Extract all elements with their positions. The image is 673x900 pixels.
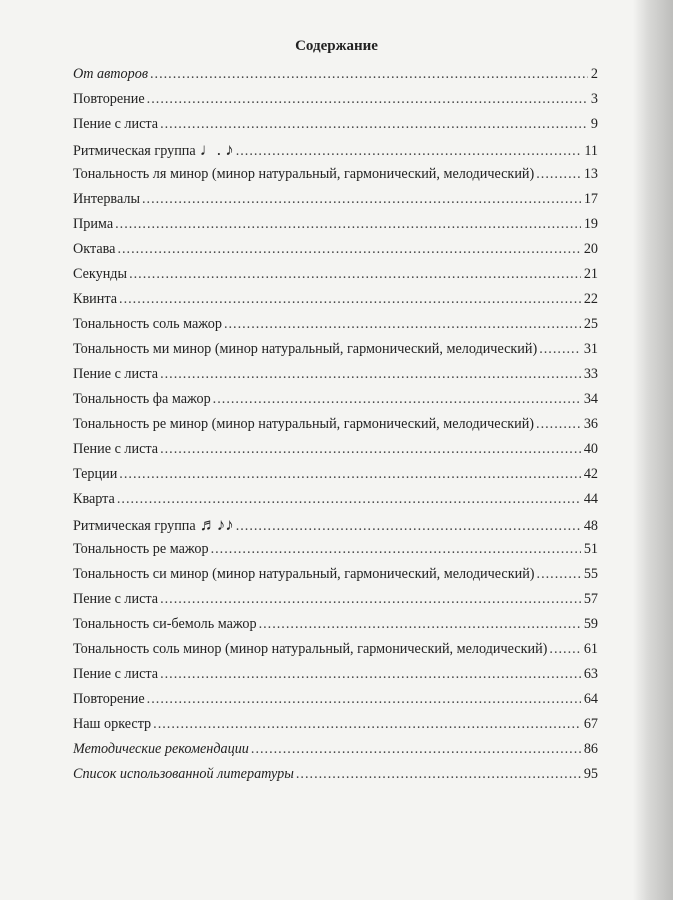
toc-entry-page: 21 (583, 266, 598, 282)
toc-entry-title: Ритмическая группа ♬♪♪ (73, 515, 234, 534)
toc-entry-title: Наш оркестр (73, 716, 152, 732)
toc-entry-title: Тональность си минор (минор натуральный, гармонический, мелодический) (73, 566, 535, 582)
toc-entry-title: Секунды (73, 266, 128, 282)
toc-entry (73, 112, 598, 137)
toc-entry (73, 737, 598, 762)
toc-entry-title: Ритмическая группа ♩. ♪ (73, 140, 234, 159)
dot-leader (129, 262, 581, 287)
dot-leader (211, 537, 581, 562)
toc-entry-page: 67 (583, 716, 598, 732)
toc-entry-page: 31 (583, 341, 598, 357)
toc-entry (73, 287, 598, 312)
toc-entry-page: 57 (583, 591, 598, 607)
toc-entry-title: Методические рекомендации (73, 741, 249, 757)
toc-entry (73, 262, 598, 287)
toc-entry-title: Прима (73, 216, 114, 232)
toc-entry-page: 13 (583, 166, 598, 182)
dot-leader (537, 562, 581, 587)
toc-entry-title: Квинта (73, 291, 118, 307)
toc-entry (73, 462, 598, 487)
toc-entry-page: 42 (583, 466, 598, 482)
toc-entry-page: 86 (583, 741, 598, 757)
dot-leader (536, 412, 581, 437)
toc-entry (73, 612, 598, 637)
dot-leader (536, 162, 581, 187)
toc-entry (73, 387, 598, 412)
toc-entry-title: Пение с листа (73, 116, 159, 132)
toc-entry (73, 687, 598, 712)
dot-leader (160, 437, 581, 462)
toc-entry (73, 362, 598, 387)
toc-entry-title: Октава (73, 241, 116, 257)
toc-entry-title: Пение с листа (73, 366, 159, 382)
toc-entry-page: 11 (584, 143, 598, 159)
toc-entry (73, 637, 598, 662)
toc-entry-title: Терции (73, 466, 118, 482)
toc-entry-page: 17 (583, 191, 598, 207)
dot-leader (150, 62, 588, 87)
toc-entry-page: 9 (590, 116, 598, 132)
toc-entry-title: Тональность ля минор (минор натуральный, гармонический, мелодический) (73, 166, 535, 182)
toc-entry (73, 87, 598, 112)
dot-leader (160, 112, 588, 137)
toc-entry (73, 212, 598, 237)
toc-entry-page: 59 (583, 616, 598, 632)
dot-leader (119, 287, 581, 312)
toc-entry-title: Тональность ми минор (минор натуральный, гармонический, мелодический) (73, 341, 538, 357)
dot-leader (119, 462, 581, 487)
toc-entry-page: 44 (583, 491, 598, 507)
toc-entry-page: 19 (583, 216, 598, 232)
toc-entry (73, 487, 598, 512)
toc-entry-title: Повторение (73, 91, 145, 107)
dot-leader (236, 514, 581, 539)
dot-leader (224, 312, 581, 337)
toc-entry-title: Тональность фа мажор (73, 391, 211, 407)
dot-leader (160, 362, 581, 387)
toc-entry-title: Тональность си-бемоль мажор (73, 616, 257, 632)
toc-entry-page: 63 (583, 666, 598, 682)
toc-entry-page: 20 (583, 241, 598, 257)
dot-leader (160, 587, 581, 612)
toc-entry (73, 312, 598, 337)
toc-entry-page: 64 (583, 691, 598, 707)
toc-entry (73, 337, 598, 362)
toc-entry-title: Пение с листа (73, 666, 159, 682)
toc-entry-page: 36 (583, 416, 598, 432)
toc-entry (73, 762, 598, 787)
toc-entry (73, 137, 598, 162)
dot-leader (153, 712, 581, 737)
toc-entry-page: 22 (583, 291, 598, 307)
toc-entry-title: Повторение (73, 691, 145, 707)
toc-entry-page: 51 (583, 541, 598, 557)
toc-entry (73, 62, 598, 87)
dot-leader (213, 387, 581, 412)
toc-entry-title: Тональность ре мажор (73, 541, 209, 557)
dot-leader (117, 237, 580, 262)
dot-leader (236, 139, 582, 164)
toc-entry (73, 237, 598, 262)
toc-entry (73, 437, 598, 462)
toc-entry-page: 61 (583, 641, 598, 657)
dot-leader (117, 487, 581, 512)
toc-entry (73, 162, 598, 187)
toc-entry-title: Кварта (73, 491, 115, 507)
dot-leader (539, 337, 581, 362)
toc-entry (73, 712, 598, 737)
toc-entry-title: Пение с листа (73, 441, 159, 457)
dot-leader (147, 687, 581, 712)
toc-entry (73, 562, 598, 587)
toc-entry-page: 55 (583, 566, 598, 582)
rhythm-notes-icon: ♬♪♪ (199, 515, 234, 534)
page-edge-shadow (633, 0, 673, 900)
toc-entry-page: 48 (583, 518, 598, 534)
toc-entry-page: 40 (583, 441, 598, 457)
toc-entry-page: 3 (590, 91, 598, 107)
toc-entry-title: Тональность соль мажор (73, 316, 222, 332)
toc-entry-page: 25 (583, 316, 598, 332)
toc-entry-title: Тональность ре минор (минор натуральный, гармонический, мелодический) (73, 416, 535, 432)
toc-entry-title: Пение с листа (73, 591, 159, 607)
dot-leader (259, 612, 581, 637)
table-of-contents (73, 62, 598, 787)
toc-entry-title: От авторов (73, 66, 148, 82)
dot-leader (142, 187, 581, 212)
toc-entry-title: Тональность соль минор (минор натуральный, гармонический, мелодический) (73, 641, 548, 657)
toc-entry-page: 2 (590, 66, 598, 82)
dot-leader (251, 737, 581, 762)
dot-leader (549, 637, 580, 662)
toc-entry-page: 95 (583, 766, 598, 782)
toc-entry-title: Список использованной литературы (73, 766, 294, 782)
toc-entry (73, 412, 598, 437)
toc-entry (73, 512, 598, 537)
toc-entry (73, 587, 598, 612)
dot-leader (160, 662, 581, 687)
dot-leader (296, 762, 581, 787)
dot-leader (147, 87, 588, 112)
rhythm-notes-icon: ♩. ♪ (199, 140, 234, 159)
toc-entry (73, 187, 598, 212)
toc-entry (73, 537, 598, 562)
dot-leader (115, 212, 581, 237)
toc-entry-title: Интервалы (73, 191, 140, 207)
toc-entry (73, 662, 598, 687)
page-title: Содержание (295, 38, 378, 54)
toc-entry-page: 34 (583, 391, 598, 407)
toc-entry-page: 33 (583, 366, 598, 382)
